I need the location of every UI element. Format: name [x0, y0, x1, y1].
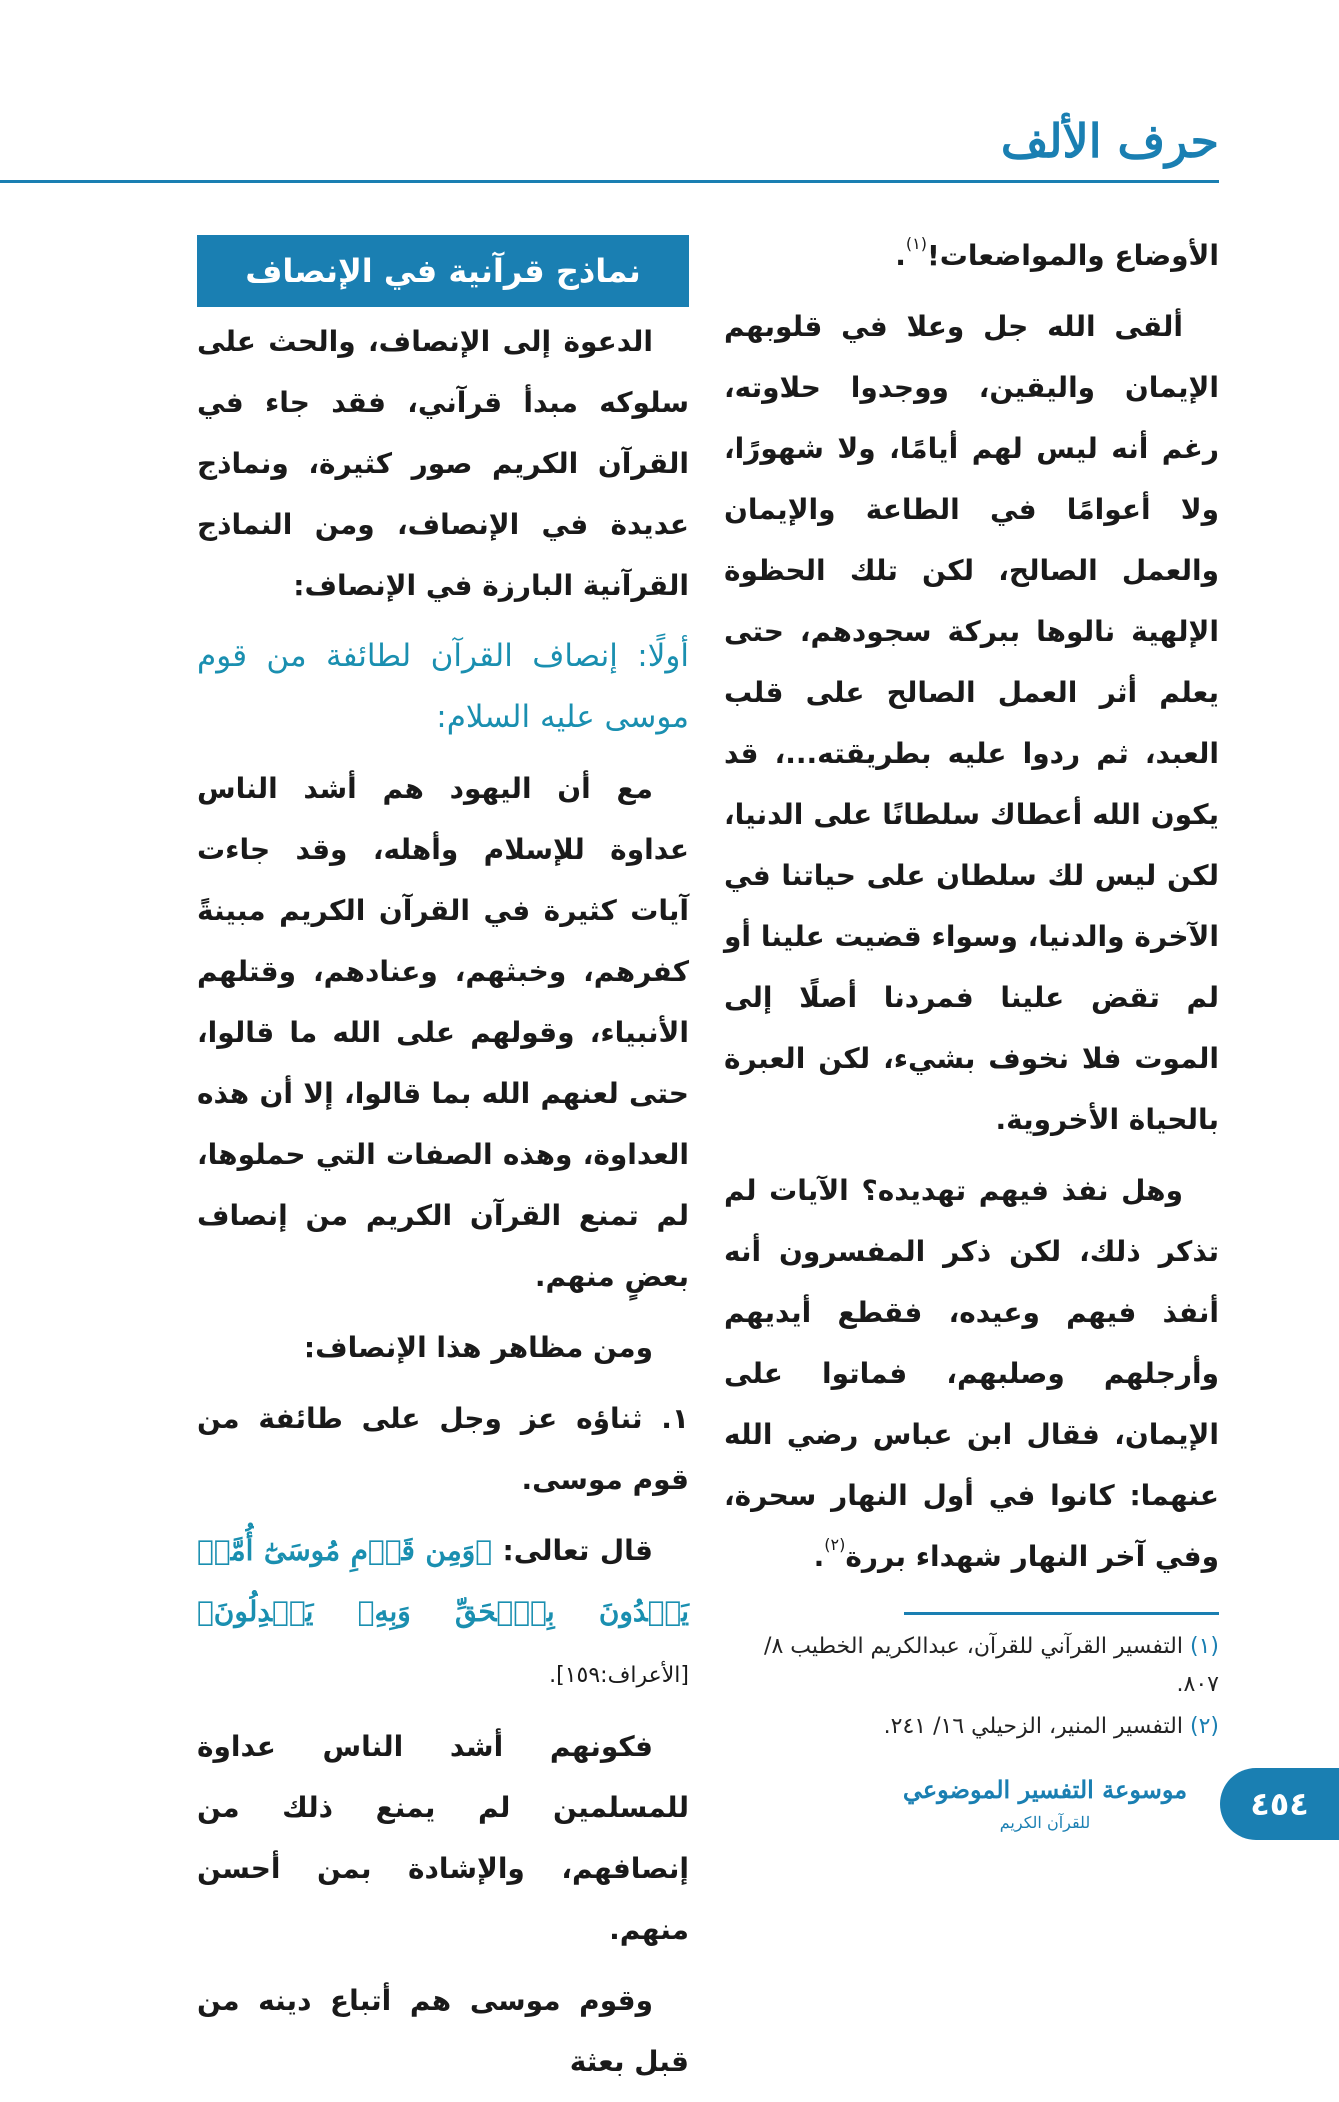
footnote-text: التفسير المنير، الزحيلي ١٦/ ٢٤١.: [883, 1714, 1183, 1739]
footnote-text: التفسير القرآني للقرآن، عبدالكريم الخطيب ٨/ ٨٠٧.: [764, 1634, 1219, 1697]
paragraph-tail: .: [895, 239, 906, 272]
footnote-ref[interactable]: (٢): [824, 1535, 846, 1554]
paragraph-tail: .: [813, 1540, 825, 1573]
header-divider: [0, 180, 1219, 183]
logo-sub-text: للقرآن الكريم: [999, 1813, 1091, 1832]
paragraph: مع أن اليهود هم أشد الناس عداوة للإسلام وأهله، وقد جاءت آيات كثيرة في القرآن الكريم مبينةً كفرهم، وخبثهم، وعنادهم، وقتلهم الأنبياء، وقولهم على الله ما قالوا، حتى لعنهم الله بما قالوا، إلا أن هذه العداوة، وهذه الصفات التي حملوها، لم تمنع القرآن الكريم من إنصاف بعضٍ منهم.: [197, 772, 689, 1293]
subheading: أولًا: إنصاف القرآن لطائفة من قوم موسى عليه السلام:: [197, 638, 689, 735]
list-item: ١. ثناؤه عز وجل على طائفة من قوم موسى.: [197, 1402, 689, 1496]
right-column: [724, 225, 1219, 1597]
intro-paragraph: الدعوة إلى الإنصاف، والحث على سلوكه مبدأ قرآني، فقد جاء في القرآن الكريم صور كثيرة، ونماذج عديدة في الإنصاف، ومن النماذج القرآنية البارزة في الإنصاف:: [197, 325, 689, 602]
paragraph: ومن مظاهر هذا الإنصاف:: [303, 1331, 653, 1364]
chapter-title: حرف الألف: [1000, 114, 1219, 168]
page-number-badge: ٤٥٤: [1220, 1768, 1339, 1840]
section-title: نماذج قرآنية في الإنصاف: [197, 235, 689, 307]
verse-reference: [الأعراف:١٥٩].: [549, 1663, 689, 1688]
verse-paragraph: [197, 1520, 689, 1706]
footnote-number: (٢): [1189, 1714, 1219, 1739]
paragraph: [724, 225, 1219, 286]
footnote: [719, 1628, 1219, 1704]
paragraph: وقوم موسى هم أتباع دينه من قبل بعثة: [197, 1984, 689, 2078]
footnote-ref[interactable]: (١): [905, 234, 927, 253]
footnotes: [719, 1628, 1219, 1750]
paragraph: ألقى الله جل وعلا في قلوبهم الإيمان واليقين، ووجدوا حلاوته، رغم أنه ليس لهم أيامًا، ولا شهورًا، ولا أعوامًا في الطاعة والإيمان والعمل الصالح، لكن تلك الحظوة الإلهية نالوها ببركة سجودهم، حتى يعلم أثر العمل الصالح على قلب العبد، ثم ردوا عليه بطريقته...، قد يكون الله أعطاك سلطانًا على الدنيا، لكن ليس لك سلطان على حياتنا في الآخرة والدنيا، وسواء قضيت علينا أو لم تقض علينا فمردنا أصلًا إلى الموت فلا نخوف بشيء، لكن العبرة بالحياة الأخروية.: [724, 310, 1219, 1136]
paragraph: [724, 1160, 1219, 1587]
paragraph: فكونهم أشد الناس عداوة للمسلمين لم يمنع ذلك من إنصافهم، والإشادة بمن أحسن منهم.: [197, 1730, 689, 1946]
footnote-divider: [904, 1612, 1219, 1615]
encyclopedia-logo: [900, 1768, 1190, 1848]
quran-verse: ﴿وَمِن قَوۡمِ مُوسَىٰٓ أُمَّةٞ يَهۡدُونَ بِٱلۡحَقِّ وَبِهِۦ يَعۡدِلُونَ﴾: [197, 1534, 689, 1628]
verse-intro: قال تعالى:: [492, 1534, 653, 1567]
logo-main-text: موسوعة التفسير الموضوعي: [902, 1775, 1188, 1804]
paragraph-text: وهل نفذ فيهم تهديده؟ الآيات لم تذكر ذلك، لكن ذكر المفسرون أنه أنفذ فيهم وعيده، فقطع أيديهم وأرجلهم وصلبهم، فماتوا على الإيمان، فقال ابن عباس رضي الله عنهما: كانوا في أول النهار سحرة، وفي آخر النهار شهداء بررة: [724, 1174, 1219, 1573]
left-column: [197, 235, 689, 2102]
footnote: [719, 1708, 1219, 1746]
paragraph-text: الأوضاع والمواضعات!: [926, 239, 1219, 272]
footnote-number: (١): [1189, 1634, 1219, 1659]
